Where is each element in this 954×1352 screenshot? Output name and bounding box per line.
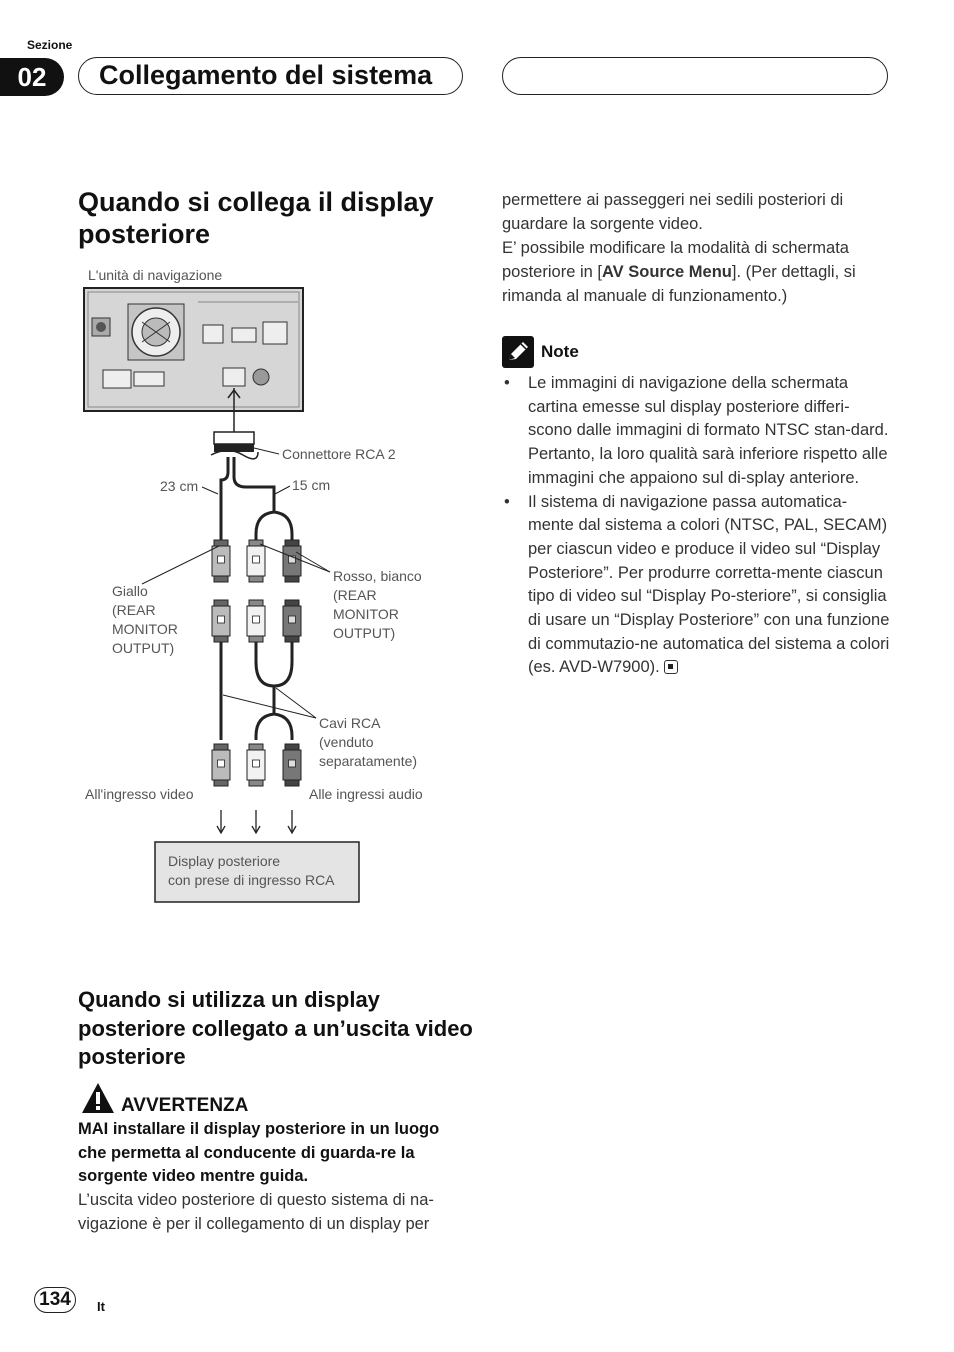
- right-para-1: permettere ai passeggeri nei sedili posteriori di guardare la sorgente video.: [502, 191, 844, 233]
- pencil-icon: [502, 336, 534, 368]
- audio-white-input-plug: [247, 744, 265, 786]
- red-cable-plug-top: [283, 600, 301, 642]
- navigation-unit: [84, 288, 303, 411]
- note-list: [502, 372, 892, 680]
- audio-input-label: Alle ingressi audio: [309, 786, 423, 802]
- warning-icon: [80, 1081, 116, 1115]
- cavi-rca-label: Cavi RCA (venduto separatamente): [319, 715, 418, 769]
- connector-label: Connettore RCA 2: [282, 446, 396, 462]
- language-code: It: [97, 1299, 105, 1314]
- giallo-label: Giallo (REAR MONITOR OUTPUT): [112, 583, 178, 656]
- video-input-plug: [212, 744, 230, 786]
- warning-title: AVVERTENZA: [121, 1095, 249, 1116]
- note-item: • Il sistema di navigazione passa automatica-mente dal sistema a colori (NTSC, PAL, SECAM) per ciascun video e produce il video sul “Display Posteriore”. Per produrre corretta-mente ciascun tipo di video sul “Display Po-steriore”, si consiglia di usare un “Display Posteriore” con una funzione di commutazio-ne automatica del sistema a colori (es. AVD-W7900).: [502, 491, 892, 681]
- note-title: Note: [541, 342, 579, 361]
- warning-bold-text: MAI installare il display posteriore in un luogo che permetta al conducente di guarda-re la sorgente video mentre guida.: [78, 1120, 440, 1185]
- sub-heading: Quando si utilizza un display posteriore collegato a un’uscita video posteriore: [78, 987, 473, 1069]
- right-para-2: E’ possibile modificare la modalità di schermata posteriore in [AV Source Menu]. (Per dettagli, si rimanda al manuale di funzionamento.): [502, 239, 856, 305]
- section-title: Collegamento del sistema: [78, 57, 463, 95]
- page-number: 134: [34, 1287, 76, 1313]
- red-output-plug: [283, 540, 301, 582]
- section-label: Sezione: [27, 38, 73, 52]
- section-number-badge: 02: [0, 58, 64, 96]
- note-item: • Le immagini di navigazione della schermata cartina emesse sul display posteriore differi-scono dalle immagini di formato NTSC stan-dard. Pertanto, la loro qualità sarà inferiore rispetto alle immagini che appaiono sul di-splay anteriore.: [502, 372, 892, 491]
- end-of-section-icon: [664, 660, 678, 674]
- yellow-cable-plug-top: [212, 600, 230, 642]
- rca-connector-2: [211, 432, 258, 459]
- header-empty-box: [502, 57, 888, 95]
- right-column: [502, 188, 892, 308]
- white-output-plug: [247, 540, 265, 582]
- yellow-output-plug: [212, 540, 230, 582]
- rear-display-label: Display posteriore con prese di ingresso RCA: [168, 853, 335, 888]
- length-15-label: 15 cm: [292, 477, 331, 493]
- main-heading: Quando si collega il display posteriore: [78, 187, 434, 249]
- video-input-label: All'ingresso video: [85, 786, 194, 802]
- rosso-bianco-label: Rosso, bianco (REAR MONITOR OUTPUT): [333, 568, 422, 641]
- wiring-diagram: [78, 262, 458, 912]
- warning-body-text: L’uscita video posteriore di questo sistema di na-vigazione è per il collegamento di un display per: [78, 1191, 434, 1233]
- audio-red-input-plug: [283, 744, 301, 786]
- white-cable-plug-top: [247, 600, 265, 642]
- note-header: [502, 336, 579, 368]
- length-23-label: 23 cm: [160, 478, 199, 494]
- av-source-menu-label: AV Source Menu: [601, 263, 732, 281]
- unit-label: L'unità di navigazione: [88, 267, 223, 283]
